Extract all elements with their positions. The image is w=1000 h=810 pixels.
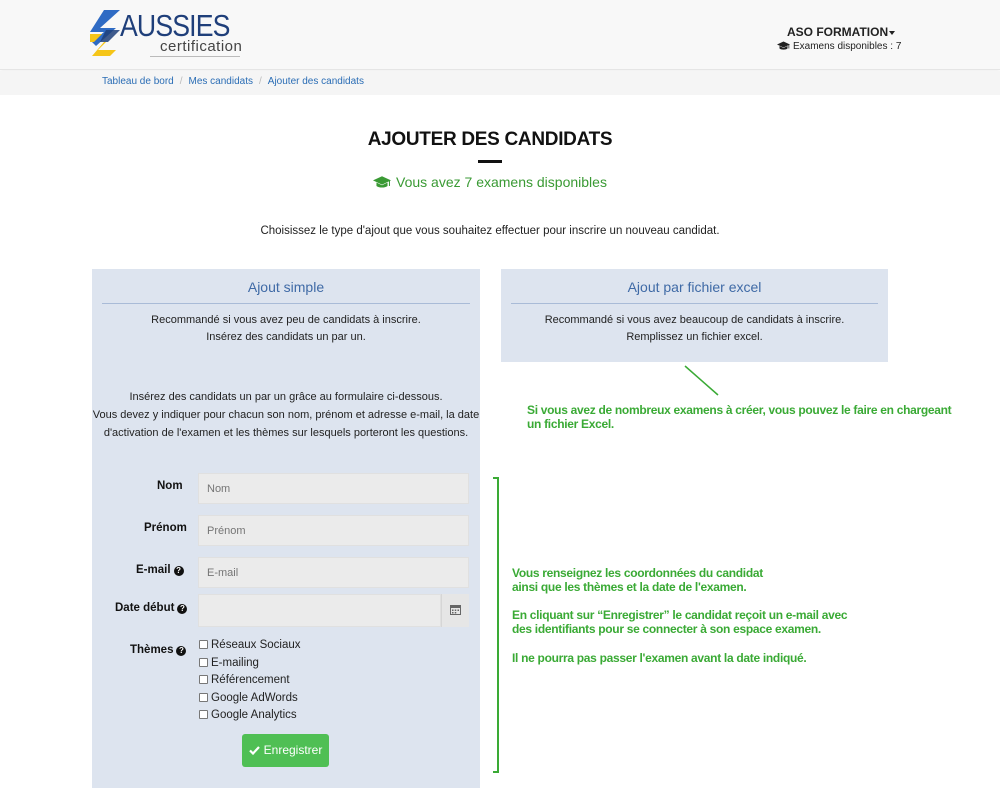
page-title: AJOUTER DES CANDIDATS [367,129,613,150]
date-input[interactable] [198,594,441,627]
excel-add-description [501,312,888,346]
breadcrumb-add-candidates[interactable]: Ajouter des candidats [267,76,364,87]
theme-label: Google AdWords [211,692,298,704]
theme-checkbox-reseaux-sociaux[interactable] [199,639,301,651]
save-button-label: Enregistrer [263,743,323,757]
excel-annotation-line: Si vous avez de nombreux examens à créer, vous pouvez le faire en chargeant [527,403,952,417]
form-annotation-line: En cliquant sur “Enregistrer” le candidat reçoit un e-mail avec [512,608,848,622]
email-label [136,564,184,576]
theme-checkbox-referencement[interactable] [199,674,290,686]
form-annotation-3: Il ne pourra pas passer l'examen avant la date indiqué. [512,651,807,665]
form-annotation-line: des identifiants pour se connecter à son espace examen. [512,622,821,636]
form-annotation-2 [512,608,847,636]
annotation-pointer-line [683,364,723,398]
form-annotation-line: Vous renseignez les coordonnées du candidat [512,566,763,580]
excel-add-title[interactable]: Ajout par fichier excel [511,279,878,304]
themes-label [130,644,186,656]
checkbox[interactable] [199,693,208,702]
prenom-label: Prénom [144,522,187,534]
form-instructions-line: Vous devez y indiquer pour chacun son nom, prénom et adresse e-mail, la date [92,409,480,421]
themes-label-text: Thèmes [130,644,174,656]
account-dropdown[interactable] [787,25,895,39]
nom-input[interactable] [198,473,469,504]
save-button[interactable] [242,734,329,767]
date-label-text: Date début [115,602,175,614]
help-icon[interactable]: ? [177,604,187,614]
theme-checkbox-emailing[interactable] [199,657,259,669]
simple-add-title: Ajout simple [102,279,470,304]
form-instructions-line: Insérez des candidats un par un grâce au formulaire ci-dessous. [129,391,443,403]
checkbox[interactable] [199,658,208,667]
logo-brand-name: AUSSIES [120,8,230,43]
help-icon[interactable]: ? [176,646,186,656]
logo-underline [150,56,240,57]
calendar-button[interactable] [441,594,469,627]
date-label [115,602,187,614]
theme-checkbox-google-adwords[interactable] [199,692,298,704]
excel-add-desc-line: Remplissez un fichier excel. [626,331,763,343]
exams-available-indicator [777,41,901,52]
intro-text: Choisissez le type d'ajout que vous souhaitez effectuer pour inscrire un nouveau candidat. [260,225,720,237]
breadcrumb: Tableau de bord / Mes candidats / Ajouter des candidats [0,71,1000,95]
theme-label: Réseaux Sociaux [211,639,301,651]
nom-label: Nom [157,480,183,492]
theme-label: Référencement [211,674,290,686]
graduation-cap-icon [777,41,790,51]
checkbox[interactable] [199,640,208,649]
simple-add-description [92,312,480,346]
simple-add-desc-line: Insérez des candidats un par un. [206,331,366,343]
excel-add-panel[interactable] [501,269,888,362]
help-icon[interactable]: ? [174,566,184,576]
excel-add-desc-line: Recommandé si vous avez beaucoup de candidats à inscrire. [544,314,845,326]
logo-mark-icon [90,8,124,60]
graduation-cap-icon [373,176,391,189]
check-icon [249,746,260,755]
exams-banner-text: Vous avez 7 examens disponibles [396,174,607,190]
checkbox[interactable] [199,675,208,684]
theme-label: E-mailing [211,657,259,669]
checkbox[interactable] [199,710,208,719]
breadcrumb-dashboard[interactable]: Tableau de bord [102,76,174,87]
exams-banner [0,174,980,190]
theme-checkbox-google-analytics[interactable] [199,709,297,721]
calendar-icon [450,604,461,615]
theme-label: Google Analytics [211,709,297,721]
logo-tagline: certification [160,38,243,55]
annotation-bracket [493,477,499,773]
form-instructions-line: d'activation de l'examen et les thèmes sur lesquels porteront les questions. [103,427,469,439]
breadcrumb-my-candidates[interactable]: Mes candidats [188,76,253,87]
email-label-text: E-mail [136,564,171,576]
top-navbar [0,0,1000,70]
excel-annotation-line: un fichier Excel. [527,417,614,431]
title-divider [478,160,502,163]
exams-available-text: Examens disponibles : 7 [793,41,902,52]
aussies-logo[interactable] [90,6,245,62]
form-instructions [92,388,480,442]
form-annotation-1 [512,566,763,594]
form-annotation-line: ainsi que les thèmes et la date de l'examen. [512,580,747,594]
excel-annotation [527,403,951,431]
account-name: ASO FORMATION [787,25,889,39]
email-input[interactable] [198,557,469,588]
prenom-input[interactable] [198,515,469,546]
simple-add-desc-line: Recommandé si vous avez peu de candidats à inscrire. [151,314,421,326]
caret-down-icon [889,31,895,35]
